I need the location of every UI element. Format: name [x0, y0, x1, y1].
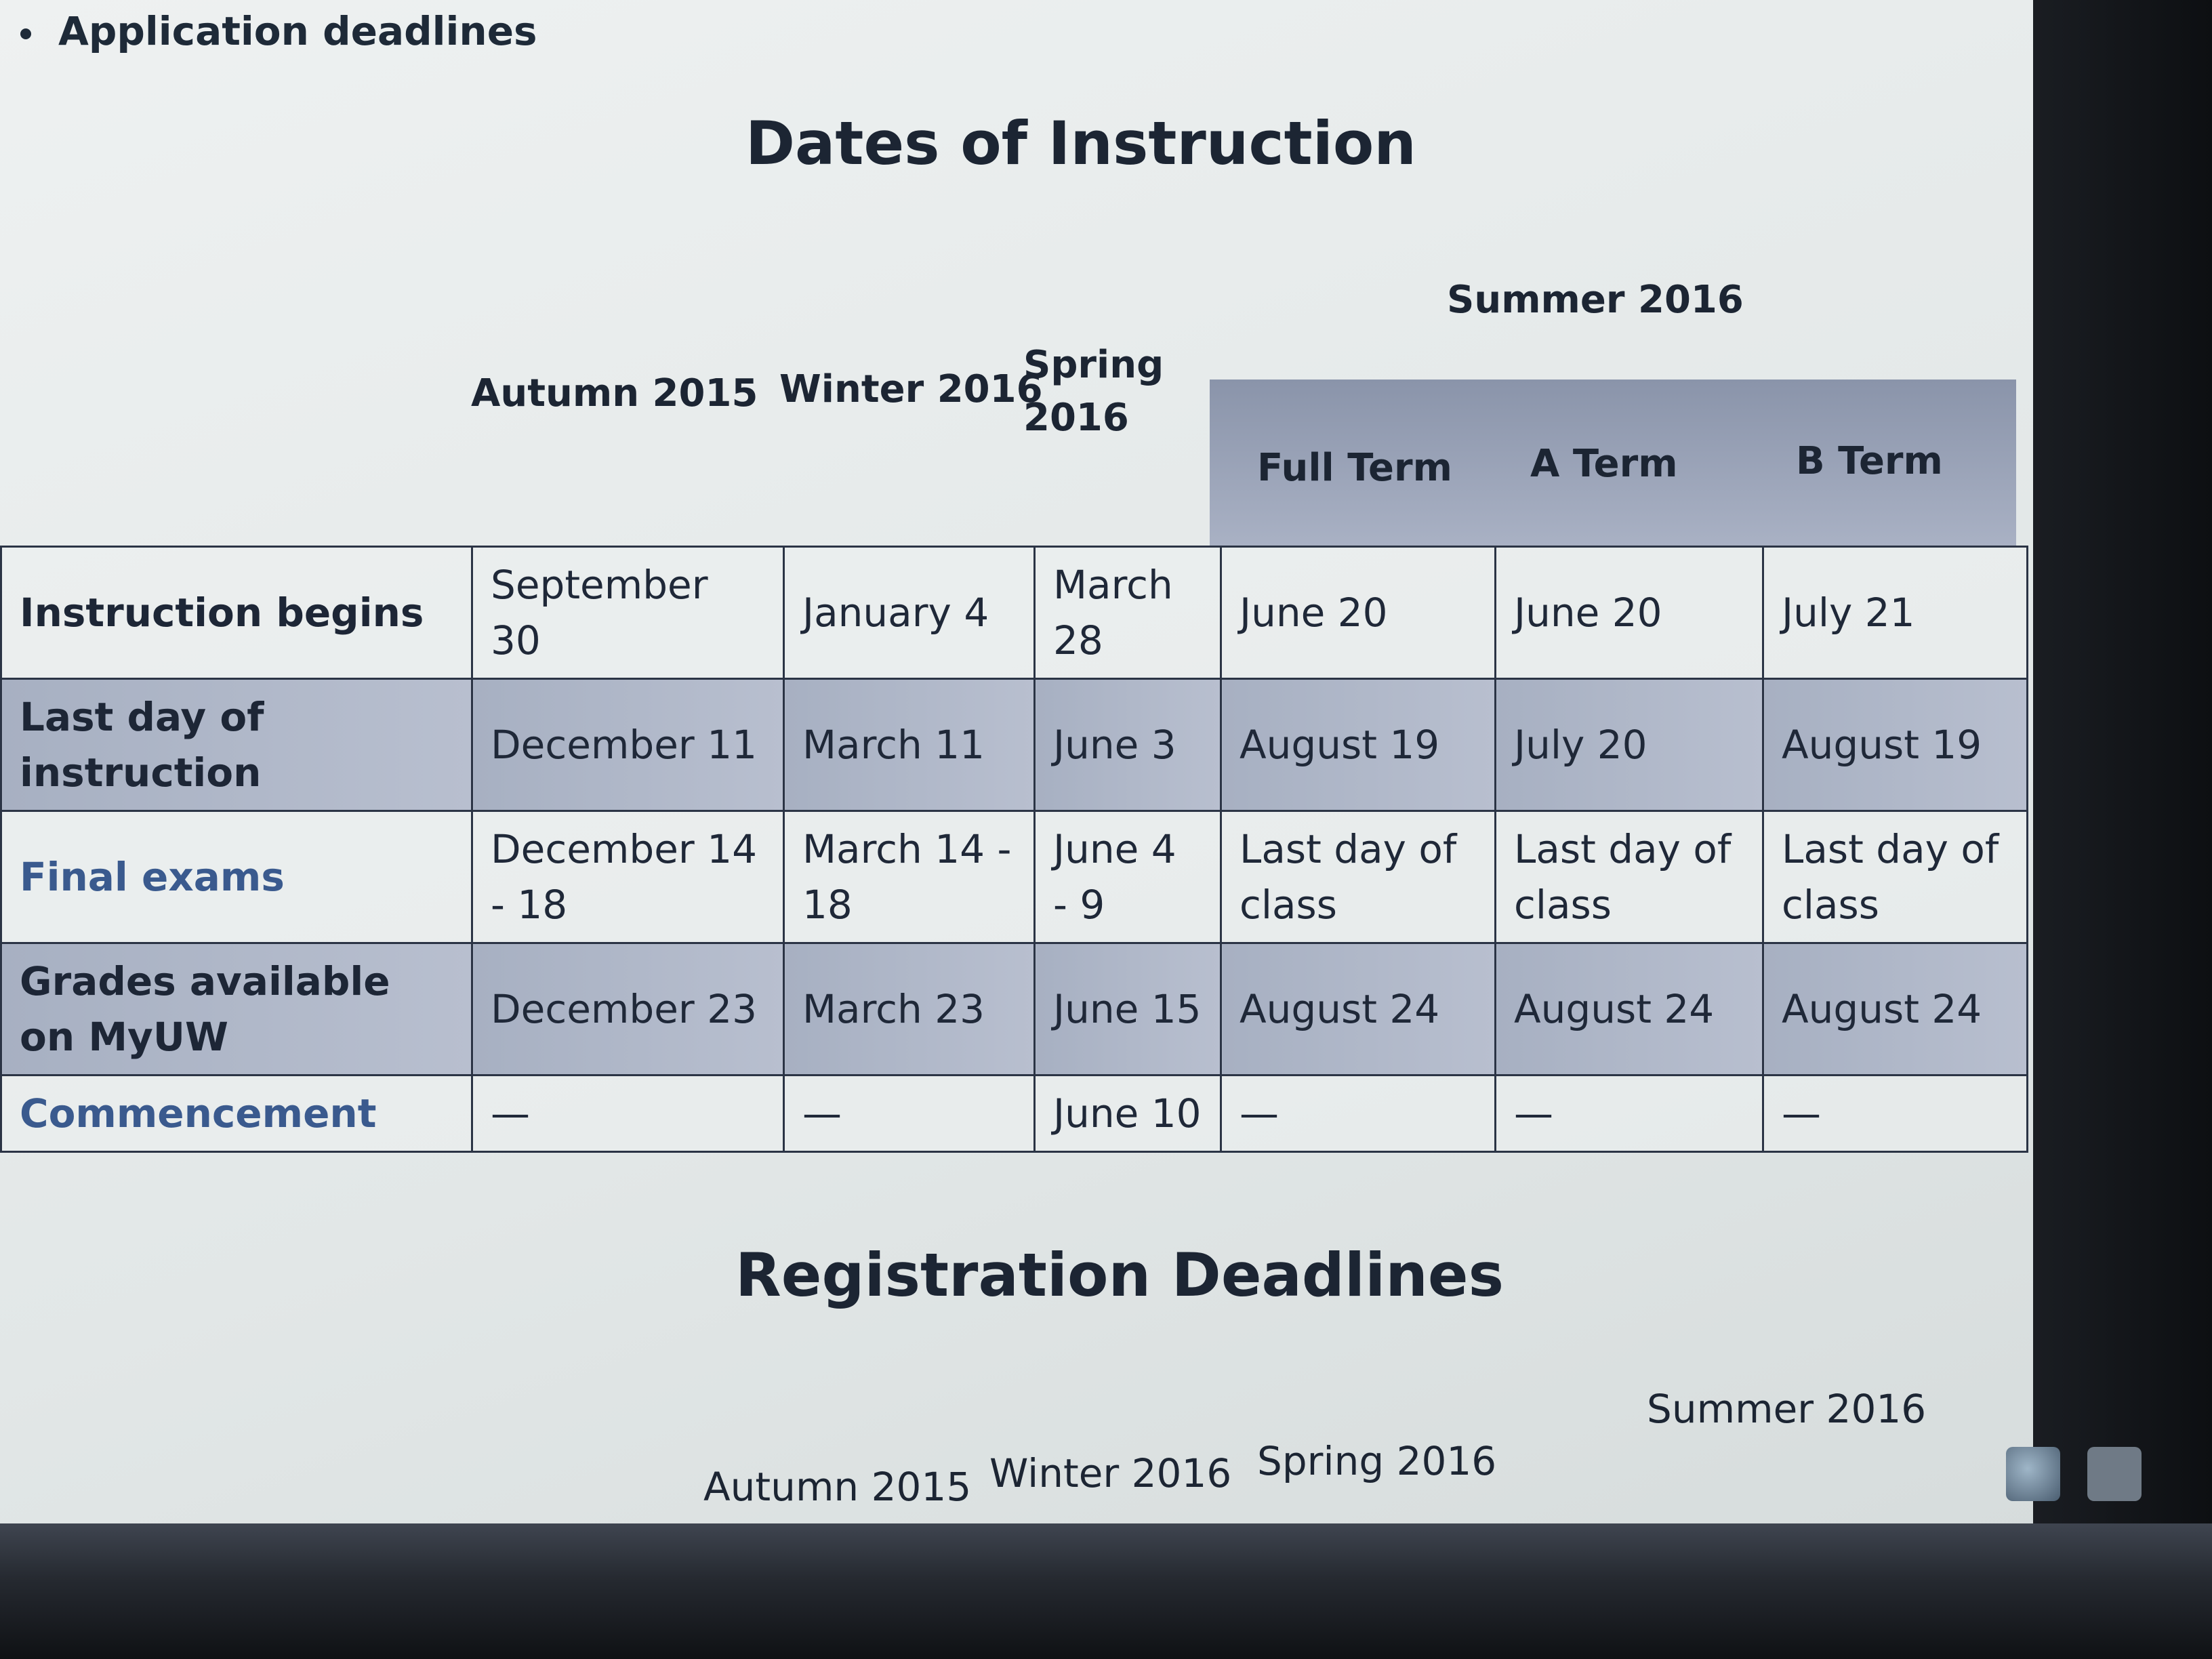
table-cell: Last day of class	[1763, 811, 2028, 943]
registration-deadlines-heading: Registration Deadlines	[735, 1240, 1504, 1310]
table-cell: March 28	[1035, 547, 1221, 679]
table-cell: December 11	[472, 679, 784, 811]
application-deadlines-label: Application deadlines	[58, 8, 537, 54]
row-label-grades-available: Grades available on MyUW	[1, 943, 472, 1076]
table-cell: September 30	[472, 547, 784, 679]
dates-of-instruction-heading: Dates of Instruction	[745, 108, 1416, 178]
table-row	[1, 679, 2028, 811]
reg-autumn-2015-header: Autumn 2015	[703, 1464, 972, 1510]
row-label-instruction-begins: Instruction begins	[1, 547, 472, 679]
table-cell: —	[1763, 1076, 2028, 1152]
table-cell: —	[1496, 1076, 1763, 1152]
full-term-header: Full Term	[1257, 446, 1452, 490]
table-cell: July 20	[1496, 679, 1763, 811]
browser-icon[interactable]	[2006, 1447, 2060, 1501]
table-cell: Last day of class	[1221, 811, 1496, 943]
table-cell: —	[472, 1076, 784, 1152]
winter-2016-header: Winter 2016	[779, 367, 1043, 411]
row-label-last-day-of-instruction: Last day of instruction	[1, 679, 472, 811]
summer-2016-group-header: Summer 2016	[1447, 278, 1744, 322]
table-cell: July 21	[1763, 547, 2028, 679]
table-cell: —	[784, 1076, 1035, 1152]
table-cell: June 3	[1035, 679, 1221, 811]
table-cell: January 4	[784, 547, 1035, 679]
application-deadlines-link[interactable]	[20, 8, 537, 54]
table-cell: June 20	[1221, 547, 1496, 679]
table-cell: March 14 - 18	[784, 811, 1035, 943]
a-term-header: A Term	[1530, 442, 1678, 486]
table-row	[1, 811, 2028, 943]
reg-winter-2016-header: Winter 2016	[989, 1450, 1232, 1496]
table-cell: June 4 - 9	[1035, 811, 1221, 943]
bullet-icon	[20, 28, 31, 39]
row-label-final-exams-link[interactable]: Final exams	[1, 811, 472, 943]
row-label-commencement-link[interactable]: Commencement	[1, 1076, 472, 1152]
reg-spring-2016-header: Spring 2016	[1257, 1438, 1497, 1484]
table-cell: June 15	[1035, 943, 1221, 1076]
table-cell: March 23	[784, 943, 1035, 1076]
table-cell: June 20	[1496, 547, 1763, 679]
autumn-2015-header: Autumn 2015	[471, 371, 758, 415]
table-cell: —	[1221, 1076, 1496, 1152]
table-cell: December 14 - 18	[472, 811, 784, 943]
table-cell: August 24	[1496, 943, 1763, 1076]
settings-icon[interactable]	[2087, 1447, 2142, 1501]
table-cell: Last day of class	[1496, 811, 1763, 943]
b-term-header: B Term	[1796, 439, 1943, 483]
reg-summer-2016-header: Summer 2016	[1647, 1386, 1927, 1432]
table-cell: March 11	[784, 679, 1035, 811]
table-row	[1, 547, 2028, 679]
taskbar	[0, 1523, 2212, 1659]
table-cell: August 19	[1221, 679, 1496, 811]
table-cell: June 10	[1035, 1076, 1221, 1152]
table-cell: August 24	[1221, 943, 1496, 1076]
dates-of-instruction-table	[0, 546, 2028, 1153]
spring-2016-header: Spring 2016	[1023, 343, 1164, 440]
table-cell: August 19	[1763, 679, 2028, 811]
table-row	[1, 943, 2028, 1076]
table-cell: August 24	[1763, 943, 2028, 1076]
table-cell: December 23	[472, 943, 784, 1076]
monitor-bezel-right	[2033, 0, 2212, 1659]
table-row	[1, 1076, 2028, 1152]
